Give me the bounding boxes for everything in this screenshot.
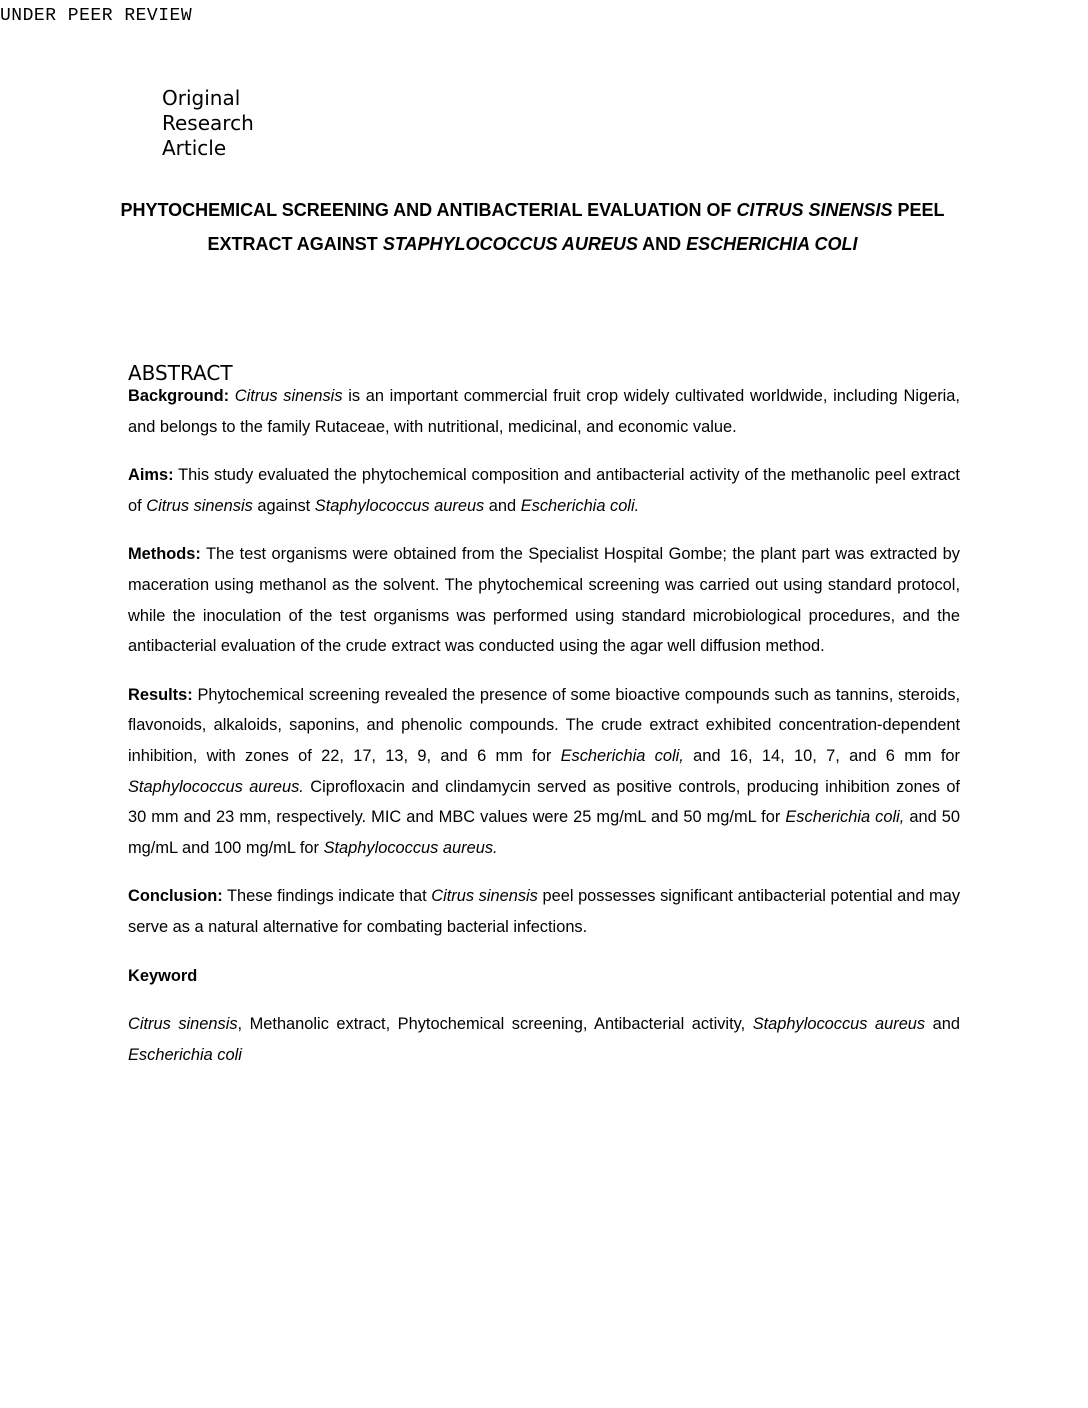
article-type-line: Article bbox=[162, 136, 227, 160]
species-name: Escherichia coli, bbox=[785, 808, 905, 827]
species-name: Citrus sinensis bbox=[128, 1015, 238, 1034]
results-label: Results: bbox=[128, 685, 193, 704]
title-species-ecoli: ESCHERICHIA COLI bbox=[686, 234, 858, 254]
aims-label: Aims: bbox=[128, 466, 174, 485]
species-name: Staphylococcus aureus bbox=[752, 1015, 926, 1034]
title-text: AND bbox=[637, 234, 687, 254]
text-run: and 16, 14, 10, 7, and 6 mm for bbox=[683, 746, 960, 765]
article-type-line: Original bbox=[162, 86, 241, 110]
text-run: This study evaluated the phytochemical composition and antibacterial activity of the methanolic peel extract of bbox=[128, 466, 960, 515]
background-paragraph bbox=[128, 381, 960, 442]
species-name: Escherichia coli bbox=[128, 1045, 242, 1064]
abstract-heading: ABSTRACT bbox=[128, 361, 233, 385]
peer-review-banner: UNDER PEER REVIEW bbox=[0, 6, 193, 26]
paper-title bbox=[115, 193, 950, 261]
species-name: Citrus sinensis bbox=[234, 387, 343, 405]
title-species-citrus: CITRUS SINENSIS bbox=[736, 200, 893, 220]
species-name: Escherichia coli, bbox=[560, 746, 684, 765]
article-type-line: Research bbox=[162, 111, 254, 135]
species-name: Staphylococcus aureus bbox=[314, 496, 485, 515]
background-label: Background: bbox=[128, 387, 230, 405]
keyword-heading: Keyword bbox=[128, 966, 198, 985]
text-run: and bbox=[925, 1015, 960, 1034]
aims-paragraph bbox=[128, 460, 960, 521]
title-text: PHYTOCHEMICAL SCREENING AND ANTIBACTERIAL EVALUATION OF bbox=[120, 200, 737, 220]
conclusion-label: Conclusion: bbox=[128, 887, 223, 906]
methods-label: Methods: bbox=[128, 545, 201, 564]
species-name: Citrus sinensis bbox=[431, 887, 538, 906]
text-run: The test organisms were obtained from the Specialist Hospital Gombe; the plant part was extracted by maceration using methanol as the solvent. The phytochemical screening was carried out using standard protocol, while the inoculation of the test organisms was performed using standard microbiological procedures, and the antibacterial evaluation of the crude extract was conducted using the agar well diffusion method. bbox=[128, 545, 960, 656]
text-run: peel possesses significant antibacterial potential and may serve as a natural alternative for combating bacterial infections. bbox=[128, 887, 961, 936]
conclusion-paragraph bbox=[128, 881, 960, 942]
text-run: , Methanolic extract, Phytochemical screening, Antibacterial activity, bbox=[237, 1015, 753, 1034]
methods-paragraph bbox=[128, 539, 960, 661]
text-run: and 50 mg/mL and 100 mg/mL for bbox=[128, 808, 960, 857]
species-name: Escherichia coli. bbox=[520, 496, 640, 515]
text-run: and bbox=[484, 496, 521, 515]
abstract-body bbox=[128, 381, 960, 1088]
species-name: Staphylococcus aureus. bbox=[323, 838, 498, 857]
title-species-staph: STAPHYLOCOCCUS AUREUS bbox=[382, 234, 638, 254]
text-run: against bbox=[252, 496, 315, 515]
results-paragraph bbox=[128, 680, 960, 864]
text-run: is an important commercial fruit crop widely cultivated worldwide, including Nigeria, and belongs to the family Rutaceae, with nutritional, medicinal, and economic value. bbox=[128, 387, 960, 436]
species-name: Staphylococcus aureus. bbox=[128, 777, 304, 796]
species-name: Citrus sinensis bbox=[146, 496, 253, 515]
article-type-label bbox=[162, 86, 254, 161]
keyword-list bbox=[128, 1009, 960, 1070]
text-run: Ciprofloxacin and clindamycin served as positive controls, producing inhibition zones of 30 mm and 23 mm, respectively. MIC and MBC values were 25 mg/mL and 50 mg/mL for bbox=[128, 777, 960, 827]
text-run: These findings indicate that bbox=[222, 887, 432, 906]
title-text: PEEL EXTRACT AGAINST bbox=[207, 200, 945, 254]
text-run: Phytochemical screening revealed the presence of some bioactive compounds such as tannins, steroids, flavonoids, alkaloids, saponins, and phenolic compounds. The crude extract exhibited concentration-dependent inhibition, with zones of 22, 17, 13, 9, and 6 mm for bbox=[128, 685, 960, 765]
